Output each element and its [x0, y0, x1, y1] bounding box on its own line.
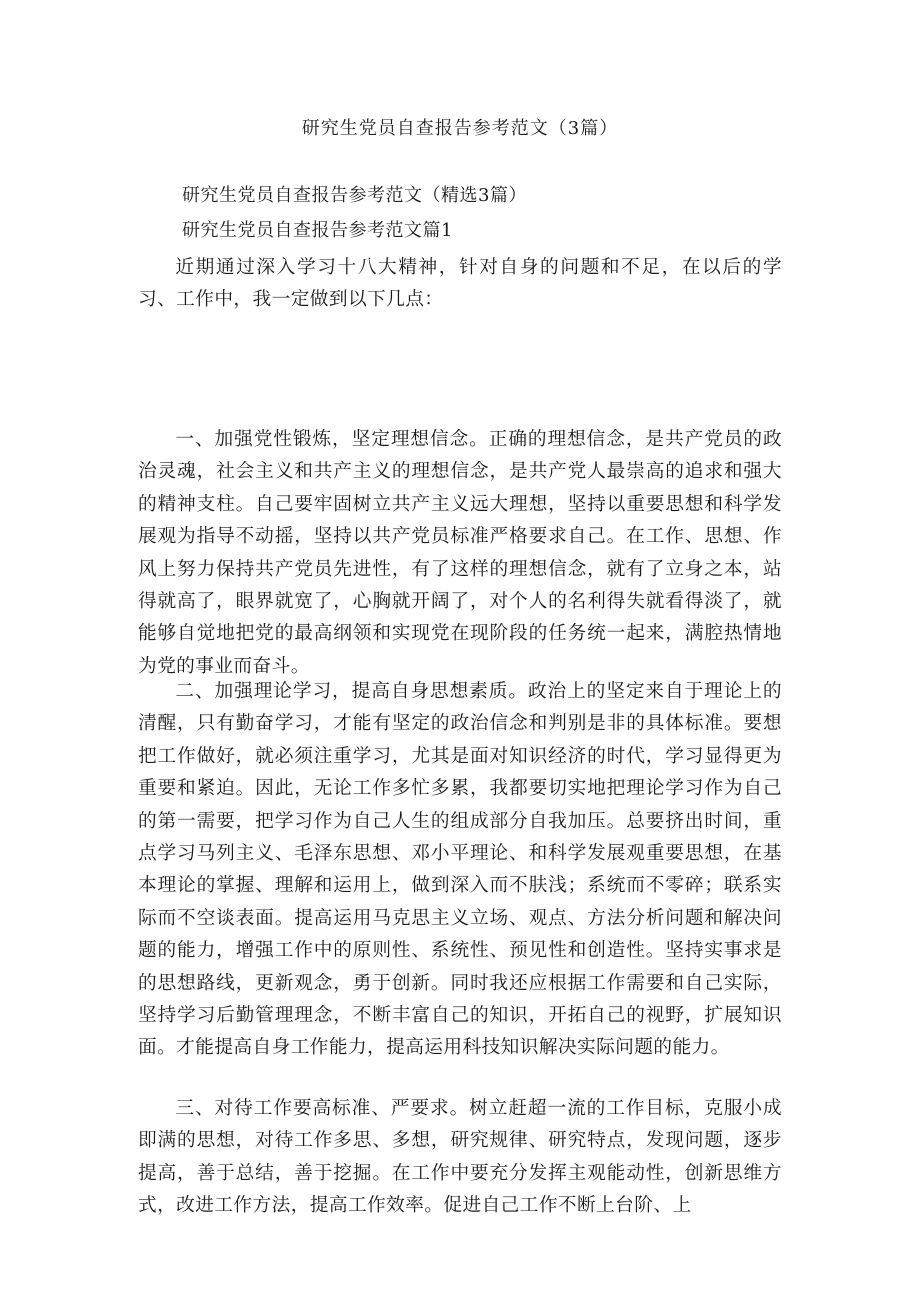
- paragraph-point-one: 一、加强党性锻炼，坚定理想信念。正确的理想信念，是共产党员的政治灵魂，社会主义和共产主义的理想信念，是共产党人最崇高的追求和强大的精神支柱。自己要牢固树立共产主义远大理想，坚持以重要思想和科学发展观为指导不动摇，坚持以共产党员标准严格要求自己。在工作、思想、作风上努力保持共产党员先进性，有了这样的理想信念，就有了立身之本，站得就高了，眼界就宽了，心胸就开阔了，对个人的名利得失就看得淡了，就能够自觉地把党的最高纲领和实现党在现阶段的任务统一起来，满腔热情地为党的事业而奋斗。: [138, 429, 782, 677]
- paragraph-point-two: 二、加强理论学习，提高自身思想素质。政治上的坚定来自于理论上的清醒，只有勤奋学习，才能有坚定的政治信念和判别是非的具体标准。要想把工作做好，就必须注重学习，尤其是面对知识经济的时代，学习显得更为重要和紧迫。因此，无论工作多忙多累，我都要切实地把理论学习作为自己的第一需要，把学习作为自己人生的组成部分自我加压。总要挤出时间，重点学习马列主义、毛泽东思想、邓小平理论、和科学发展观重要思想，在基本理论的掌握、理解和运用上，做到深入而不肤浅；系统而不零碎；联系实际而不空谈表面。提高运用马克思主义立场、观点、方法分析问题和解决问题的能力，增强工作中的原则性、系统性、预见性和创造性。坚持实事求是的思想路线，更新观念，勇于创新。同时我还应根据工作需要和自己实际，坚持学习后勤管理理念，不断丰富自己的知识，开拓自己的视野，扩展知识面。才能提高自身工作能力，提高运用科技知识解决实际问题的能力。: [138, 681, 782, 1059]
- paragraph-intro: 近期通过深入学习十八大精神，针对自身的问题和不足，在以后的学习、工作中，我一定做到以下几点：: [138, 257, 782, 311]
- paragraph-point-three: 三、对待工作要高标准、严要求。树立赶超一流的工作目标，克服小成即满的思想，对待工作多思、多想，研究规律、研究特点，发现问题，逐步提高，善于总结，善于挖掘。在工作中要充分发挥主观能动性，创新思维方式，改进工作方法，提高工作效率。促进自己工作不断上台阶、上: [138, 1098, 782, 1217]
- section-heading: 研究生党员自查报告参考范文篇1: [182, 220, 453, 241]
- document-title: 研究生党员自查报告参考范文（3篇）: [301, 118, 619, 139]
- document-subtitle: 研究生党员自查报告参考范文（精选3篇）: [182, 185, 527, 206]
